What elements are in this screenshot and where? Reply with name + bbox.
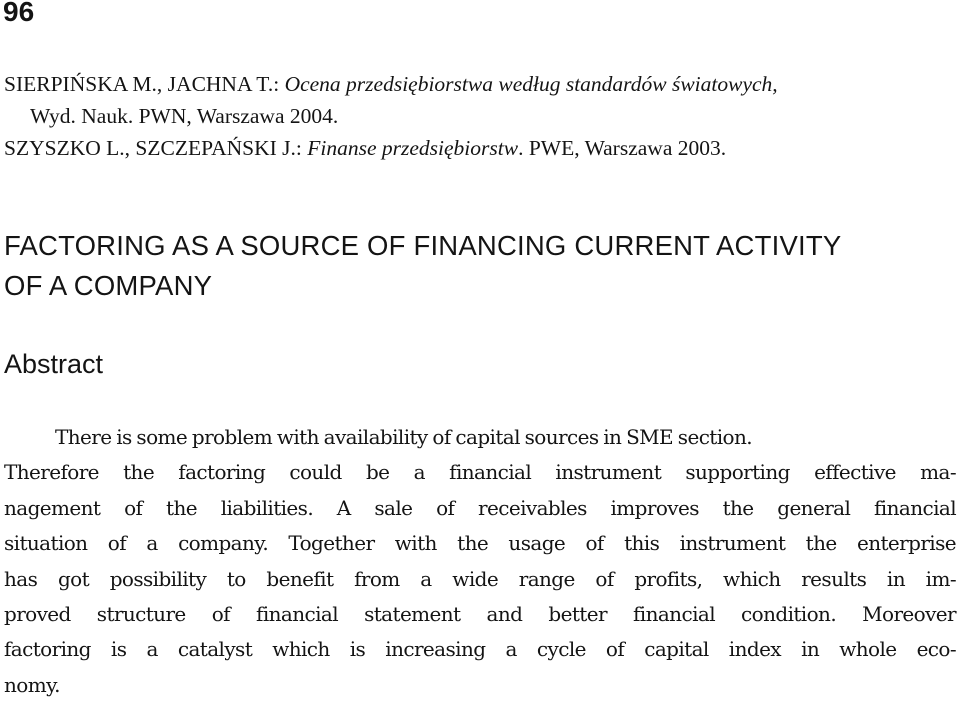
title-line-1: FACTORING AS A SOURCE OF FINANCING CURRENT ACTIVITY — [4, 230, 842, 261]
title-line-2: OF A COMPANY — [4, 270, 213, 301]
reference-1-title: Ocena przedsiębiorstwa według standardów światowych, — [284, 72, 778, 96]
abstract-body — [4, 420, 956, 703]
reference-1 — [4, 68, 956, 100]
article-title — [4, 226, 956, 306]
reference-2 — [4, 132, 956, 164]
references-section — [4, 68, 956, 164]
abstract-line-7: factoring is a catalyst which is increasing a cycle of capital index in whole eco- — [4, 637, 956, 662]
reference-2-publisher: . PWE, Warszawa 2003. — [518, 136, 727, 160]
abstract-line-6: proved structure of financial statement and better financial condition. Moreover — [4, 602, 956, 627]
abstract-line-1: There is some problem with availability of capital sources in SME section. — [55, 425, 753, 449]
page-number: 96 — [3, 0, 35, 27]
abstract-line-4: situation of a company. Together with the usage of this instrument the enterprise — [4, 531, 956, 556]
abstract-line-8: nomy. — [4, 672, 60, 697]
reference-1-publisher: Wyd. Nauk. PWN, Warszawa 2004. — [30, 104, 339, 128]
abstract-line-3: nagement of the liabilities. A sale of receivables improves the general financial — [4, 495, 956, 520]
reference-2-title: Finanse przedsiębiorstw — [307, 136, 519, 160]
abstract-heading: Abstract — [4, 349, 104, 379]
abstract-line-2: Therefore the factoring could be a financial instrument supporting effective ma- — [4, 460, 956, 485]
reference-1-authors: SIERPIŃSKA M., JACHNA T.: — [4, 72, 285, 96]
reference-2-authors: SZYSZKO L., SZCZEPAŃSKI J.: — [4, 136, 308, 160]
abstract-line-5: has got possibility to benefit from a wide range of profits, which results in im- — [4, 566, 956, 591]
